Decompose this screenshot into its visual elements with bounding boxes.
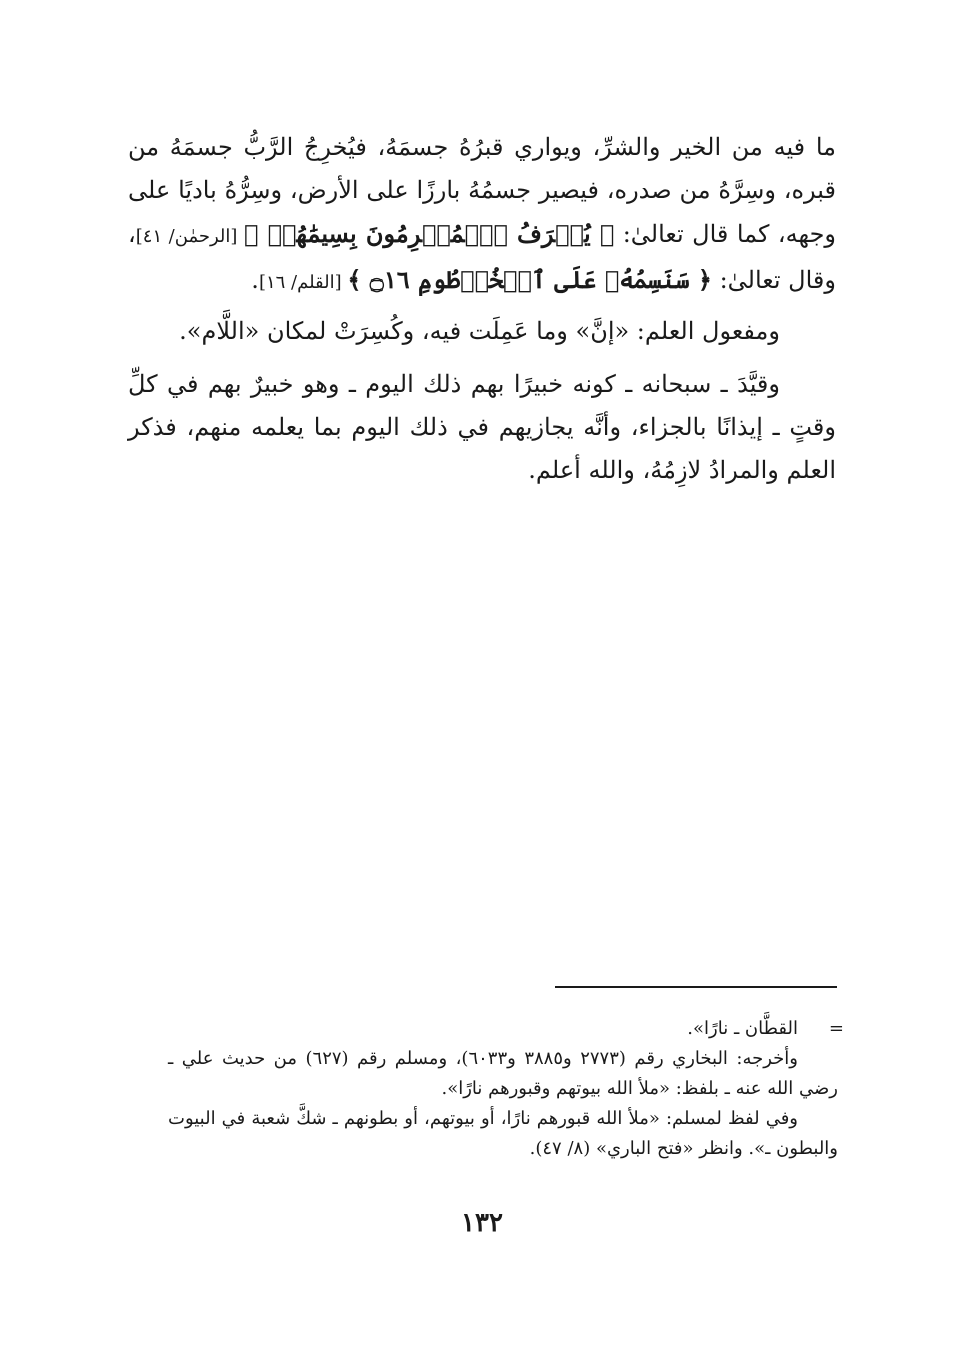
footnotes [128, 1014, 844, 1164]
continuation-mark: = [828, 1018, 844, 1039]
paragraph-3: وقيَّدَ ـ سبحانه ـ كونه خبيرًا بهم ذلك اليوم ـ وهو خبيرٌ بهم في كلِّ وقتٍ ـ إيذانًا بالجزاء، وأنَّه يجازيهم في ذلك اليوم بما يعلمه منهم، فذكر العلم والمرادُ لازِمُهُ، والله أعلم. [128, 370, 836, 484]
footnote-paragraph-2: وفي لفظ لمسلم: «ملأ الله قبورهم نارًا، أو بيوتهم، أو بطونهم ـ شكَّ شعبة في البيوت والبطون ـ». وانظر «فتح الباري» (٨/ ٤٧). [168, 1108, 838, 1159]
verse-reference-2: [القلم/ ١٦] [258, 272, 348, 293]
paragraph-1 [128, 126, 836, 304]
footnote-continuation-line [128, 1014, 844, 1044]
paragraph-1-text: ما فيه من الخير والشرِّ، ويواري قبرُهُ جسمَهُ، فيُخرِجُ الرَّبُّ جسمَهُ من قبره، وسِرَّهُ من صدره، فيصير جسمُهُ بارزًا على الأرض، وسِرُّهُ باديًا على وجهه، كما قال تعالىٰ: [128, 133, 836, 248]
paragraph-2: ومفعول العلم: «إنَّ» وما عَمِلَت فيه، وكُسِرَتْ لمكان «اللَّام». [179, 317, 780, 345]
page-number: ١٣٢ [461, 1208, 503, 1238]
footnote-line-1: القطَّان ـ نارًا». [687, 1018, 798, 1039]
footnote-paragraph-1: وأخرجه: البخاري رقم (٢٧٧٣ و٣٨٨٥ و٦٠٣٣)، ومسلم رقم (٦٢٧) من حديث علي ـ رضي الله عنه ـ بلفظ: «ملأ الله بيوتهم وقبورهم نارًا». [168, 1048, 838, 1099]
verse-reference-1: [الرحمٰن/ ٤١] [135, 226, 244, 247]
paragraph-1-end: . [251, 266, 259, 294]
main-text [128, 126, 836, 492]
footnote-divider [555, 986, 837, 988]
quran-verse-2: ﴿ سَنَسِمُهُۥ عَلَى ٱلۡخُرۡطُومِ ۝١٦ ﴾ [347, 265, 712, 294]
quran-verse-1: ﴿ يُعۡرَفُ ٱلۡمُجۡرِمُونَ بِسِيمَٰهُمۡ ﴾ [243, 219, 615, 248]
paragraph-1-mid: ، وقال تعالىٰ: [128, 220, 836, 294]
